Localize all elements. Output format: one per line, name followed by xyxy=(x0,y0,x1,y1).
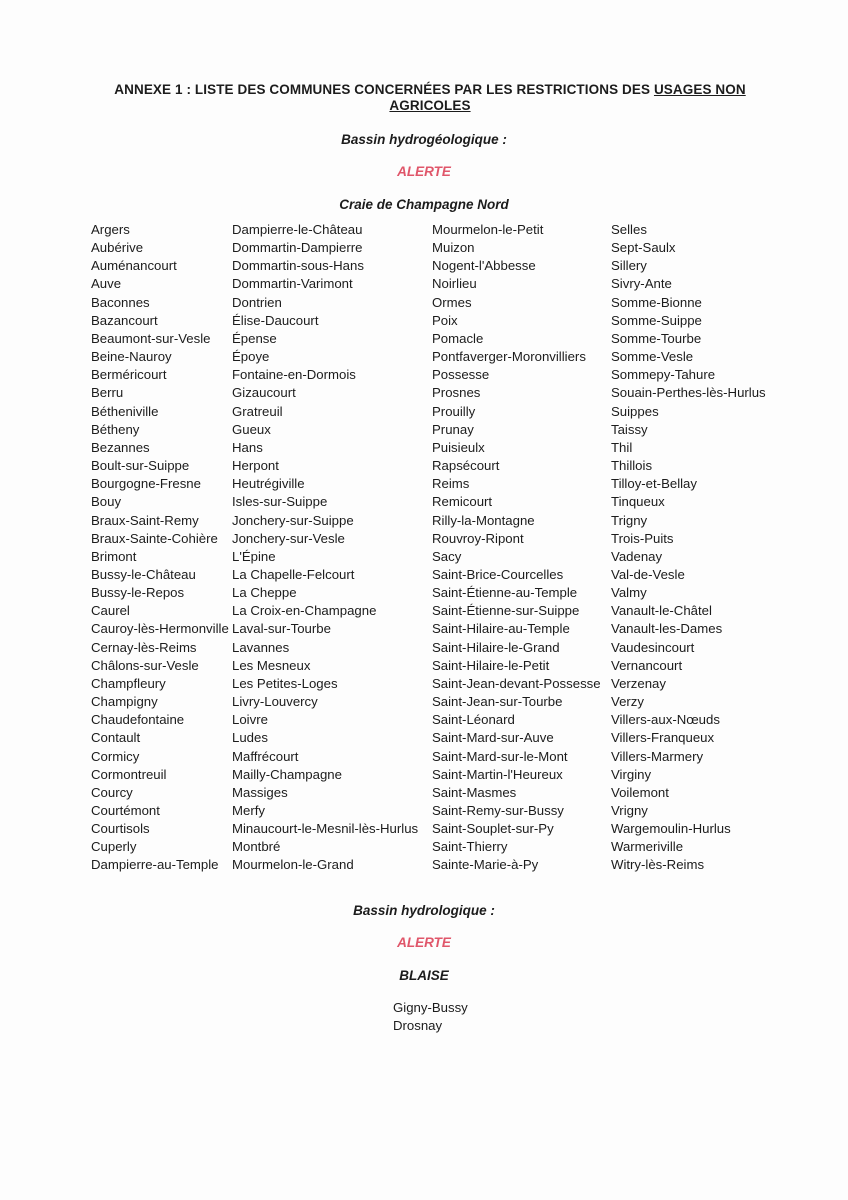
commune-item: Tilloy-et-Bellay xyxy=(611,476,697,492)
commune-item: Sainte-Marie-à-Py xyxy=(432,857,539,873)
commune-item: Montbré xyxy=(232,839,281,855)
commune-item: Châlons-sur-Vesle xyxy=(91,657,199,673)
commune-item: L'Épine xyxy=(232,548,276,564)
commune-item: Les Mesneux xyxy=(232,657,311,673)
commune-item: Sacy xyxy=(432,548,462,564)
commune-item: La Croix-en-Champagne xyxy=(232,603,377,619)
commune-item: Merfy xyxy=(232,803,265,818)
commune-item: Jonchery-sur-Suippe xyxy=(232,512,354,528)
commune-item: Suippes xyxy=(611,403,659,419)
commune-item: Massiges xyxy=(232,784,288,800)
communes-column-4 xyxy=(611,221,766,875)
commune-item: Saint-Jean-sur-Tourbe xyxy=(432,694,563,710)
communes-column-2 xyxy=(232,221,418,875)
commune-item: Virginy xyxy=(611,766,652,782)
commune-item: Dommartin-sous-Hans xyxy=(232,258,364,274)
commune-item: Cormicy xyxy=(91,748,140,764)
commune-item: Vernancourt xyxy=(611,657,683,673)
commune-item: Loivre xyxy=(232,712,268,728)
commune-item: Cuperly xyxy=(91,839,137,855)
commune-item: Pontfaverger-Moronvilliers xyxy=(432,349,586,365)
commune-item: Bétheniville xyxy=(91,403,159,419)
commune-item: Élise-Daucourt xyxy=(232,312,319,328)
commune-item: Gigny-Bussy xyxy=(393,1000,468,1015)
commune-item: Mailly-Champagne xyxy=(232,766,342,782)
commune-item: Cormontreuil xyxy=(91,766,167,782)
commune-item: Saint-Étienne-sur-Suippe xyxy=(432,603,580,619)
commune-item: Puisieulx xyxy=(432,439,485,455)
commune-item: Thillois xyxy=(611,458,653,474)
commune-item: Trois-Puits xyxy=(611,530,674,546)
communes-column-3 xyxy=(432,221,601,875)
commune-item: Auménancourt xyxy=(91,258,177,274)
commune-item: Baconnes xyxy=(91,294,150,310)
commune-item: Champigny xyxy=(91,694,158,710)
commune-item: Braux-Saint-Remy xyxy=(91,512,199,528)
commune-item: Muizon xyxy=(432,240,475,256)
commune-item: Beine-Nauroy xyxy=(91,349,172,365)
commune-item: Saint-Martin-l'Heureux xyxy=(432,766,563,782)
commune-item: Dontrien xyxy=(232,294,282,310)
commune-item: Tinqueux xyxy=(611,494,665,510)
commune-item: Gueux xyxy=(232,421,271,437)
commune-item: Remicourt xyxy=(432,494,493,510)
commune-item: Courtémont xyxy=(91,803,160,818)
commune-item: Dommartin-Varimont xyxy=(232,276,353,292)
commune-item: Thil xyxy=(611,439,633,455)
commune-item: Saint-Masmes xyxy=(432,784,517,800)
commune-item: Warmeriville xyxy=(611,839,684,855)
commune-item: Dommartin-Dampierre xyxy=(232,240,363,256)
commune-item: Courtisols xyxy=(91,821,150,837)
commune-item: Rapsécourt xyxy=(432,458,500,474)
commune-item: Aubérive xyxy=(91,240,144,256)
commune-item: Champfleury xyxy=(91,675,166,691)
commune-item: Vanault-les-Dames xyxy=(611,621,723,637)
commune-item: Villers-Franqueux xyxy=(611,730,715,746)
commune-item: Nogent-l'Abbesse xyxy=(432,258,536,274)
commune-item: Mourmelon-le-Petit xyxy=(432,222,544,237)
commune-item: Rilly-la-Montagne xyxy=(432,512,535,528)
commune-item: Bezannes xyxy=(91,439,150,455)
commune-item: Drosnay xyxy=(393,1018,443,1033)
commune-item: Villers-Marmery xyxy=(611,748,704,764)
commune-item: Saint-Remy-sur-Bussy xyxy=(432,803,564,818)
commune-item: Bétheny xyxy=(91,421,140,437)
commune-item: La Cheppe xyxy=(232,585,297,601)
commune-item: Caurel xyxy=(91,603,130,619)
commune-item: Somme-Bionne xyxy=(611,294,702,310)
commune-item: Verzy xyxy=(611,694,644,710)
commune-item: Beaumont-sur-Vesle xyxy=(91,330,211,346)
commune-item: Saint-Mard-sur-le-Mont xyxy=(432,748,568,764)
commune-item: Braux-Sainte-Cohière xyxy=(91,530,218,546)
title-text: ANNEXE 1 : LISTE DES COMMUNES CONCERNÉES PAR LES RESTRICTIONS DES xyxy=(114,82,654,97)
commune-item: Dampierre-le-Château xyxy=(232,222,363,237)
section1-subheading: Craie de Champagne Nord xyxy=(339,197,509,212)
commune-item: Prouilly xyxy=(432,403,476,419)
commune-item: Bourgogne-Fresne xyxy=(91,476,201,492)
section2-alert-label: ALERTE xyxy=(397,935,451,950)
commune-item: Époye xyxy=(232,349,270,365)
commune-item: Voilemont xyxy=(611,784,669,800)
commune-item: Ludes xyxy=(232,730,268,746)
commune-item: Saint-Hilaire-le-Petit xyxy=(432,657,550,673)
commune-item: Taissy xyxy=(611,421,648,437)
commune-item: Boult-sur-Suippe xyxy=(91,458,190,474)
commune-item: Witry-lès-Reims xyxy=(611,857,705,873)
commune-item: Fontaine-en-Dormois xyxy=(232,367,356,383)
commune-item: Les Petites-Loges xyxy=(232,675,338,691)
blaise-communes-list xyxy=(393,999,468,1035)
commune-item: Villers-aux-Nœuds xyxy=(611,712,720,728)
commune-item: Wargemoulin-Hurlus xyxy=(611,821,731,837)
commune-item: Épense xyxy=(232,330,277,346)
commune-item: Mourmelon-le-Grand xyxy=(232,857,354,873)
commune-item: Saint-Étienne-au-Temple xyxy=(432,585,578,601)
commune-item: Saint-Mard-sur-Auve xyxy=(432,730,554,746)
commune-item: Isles-sur-Suippe xyxy=(232,494,328,510)
commune-item: Gizaucourt xyxy=(232,385,296,401)
commune-item: Vanault-le-Châtel xyxy=(611,603,712,619)
commune-item: Noirlieu xyxy=(432,276,477,292)
section2-heading: Bassin hydrologique : xyxy=(353,903,495,918)
communes-column-1 xyxy=(91,221,229,875)
commune-item: Souain-Perthes-lès-Hurlus xyxy=(611,385,766,401)
section2-subheading: BLAISE xyxy=(399,968,449,983)
commune-item: Bazancourt xyxy=(91,312,158,328)
commune-item: La Chapelle-Felcourt xyxy=(232,566,355,582)
commune-item: Dampierre-au-Temple xyxy=(91,857,219,873)
commune-item: Cauroy-lès-Hermonville xyxy=(91,621,229,637)
commune-item: Poix xyxy=(432,312,458,328)
commune-item: Jonchery-sur-Vesle xyxy=(232,530,345,546)
commune-item: Prosnes xyxy=(432,385,481,401)
commune-item: Rouvroy-Ripont xyxy=(432,530,524,546)
commune-item: Berméricourt xyxy=(91,367,167,383)
commune-item: Saint-Souplet-sur-Py xyxy=(432,821,554,837)
commune-item: Courcy xyxy=(91,784,133,800)
commune-item: Sivry-Ante xyxy=(611,276,672,292)
commune-item: Somme-Vesle xyxy=(611,349,694,365)
commune-item: Auve xyxy=(91,276,122,292)
commune-item: Laval-sur-Tourbe xyxy=(232,621,331,637)
commune-item: Saint-Hilaire-au-Temple xyxy=(432,621,570,637)
commune-item: Herpont xyxy=(232,458,279,474)
commune-item: Val-de-Vesle xyxy=(611,566,685,582)
commune-item: Lavannes xyxy=(232,639,290,655)
commune-item: Bussy-le-Château xyxy=(91,566,196,582)
commune-item: Pomacle xyxy=(432,330,484,346)
commune-item: Bussy-le-Repos xyxy=(91,585,185,601)
commune-item: Somme-Suippe xyxy=(611,312,702,328)
commune-item: Cernay-lès-Reims xyxy=(91,639,197,655)
commune-item: Saint-Léonard xyxy=(432,712,515,728)
commune-item: Argers xyxy=(91,222,130,237)
commune-item: Saint-Hilaire-le-Grand xyxy=(432,639,560,655)
commune-item: Somme-Tourbe xyxy=(611,330,702,346)
commune-item: Hans xyxy=(232,439,263,455)
commune-item: Heutrégiville xyxy=(232,476,305,492)
commune-item: Sept-Saulx xyxy=(611,240,676,256)
commune-item: Sommepy-Tahure xyxy=(611,367,716,383)
commune-item: Brimont xyxy=(91,548,137,564)
commune-item: Gratreuil xyxy=(232,403,283,419)
commune-item: Verzenay xyxy=(611,675,666,691)
commune-item: Livry-Louvercy xyxy=(232,694,318,710)
commune-item: Vadenay xyxy=(611,548,663,564)
commune-item: Trigny xyxy=(611,512,648,528)
commune-item: Vaudesincourt xyxy=(611,639,695,655)
commune-item: Valmy xyxy=(611,585,647,601)
commune-item: Ormes xyxy=(432,294,472,310)
commune-item: Saint-Brice-Courcelles xyxy=(432,566,564,582)
commune-item: Berru xyxy=(91,385,124,401)
commune-item: Vrigny xyxy=(611,803,648,818)
section1-heading: Bassin hydrogéologique : xyxy=(341,132,507,147)
section1-alert-label: ALERTE xyxy=(397,164,451,179)
commune-item: Selles xyxy=(611,222,647,237)
commune-item: Contault xyxy=(91,730,141,746)
document-title xyxy=(90,82,770,114)
commune-item: Chaudefontaine xyxy=(91,712,185,728)
commune-item: Bouy xyxy=(91,494,122,510)
commune-item: Sillery xyxy=(611,258,647,274)
commune-item: Reims xyxy=(432,476,470,492)
commune-item: Possesse xyxy=(432,367,490,383)
commune-item: Saint-Jean-devant-Possesse xyxy=(432,675,601,691)
commune-item: Saint-Thierry xyxy=(432,839,508,855)
commune-item: Maffrécourt xyxy=(232,748,299,764)
title-underlined-text: USAGES NON AGRICOLES xyxy=(389,82,746,113)
commune-item: Prunay xyxy=(432,421,474,437)
commune-item: Minaucourt-le-Mesnil-lès-Hurlus xyxy=(232,821,419,837)
